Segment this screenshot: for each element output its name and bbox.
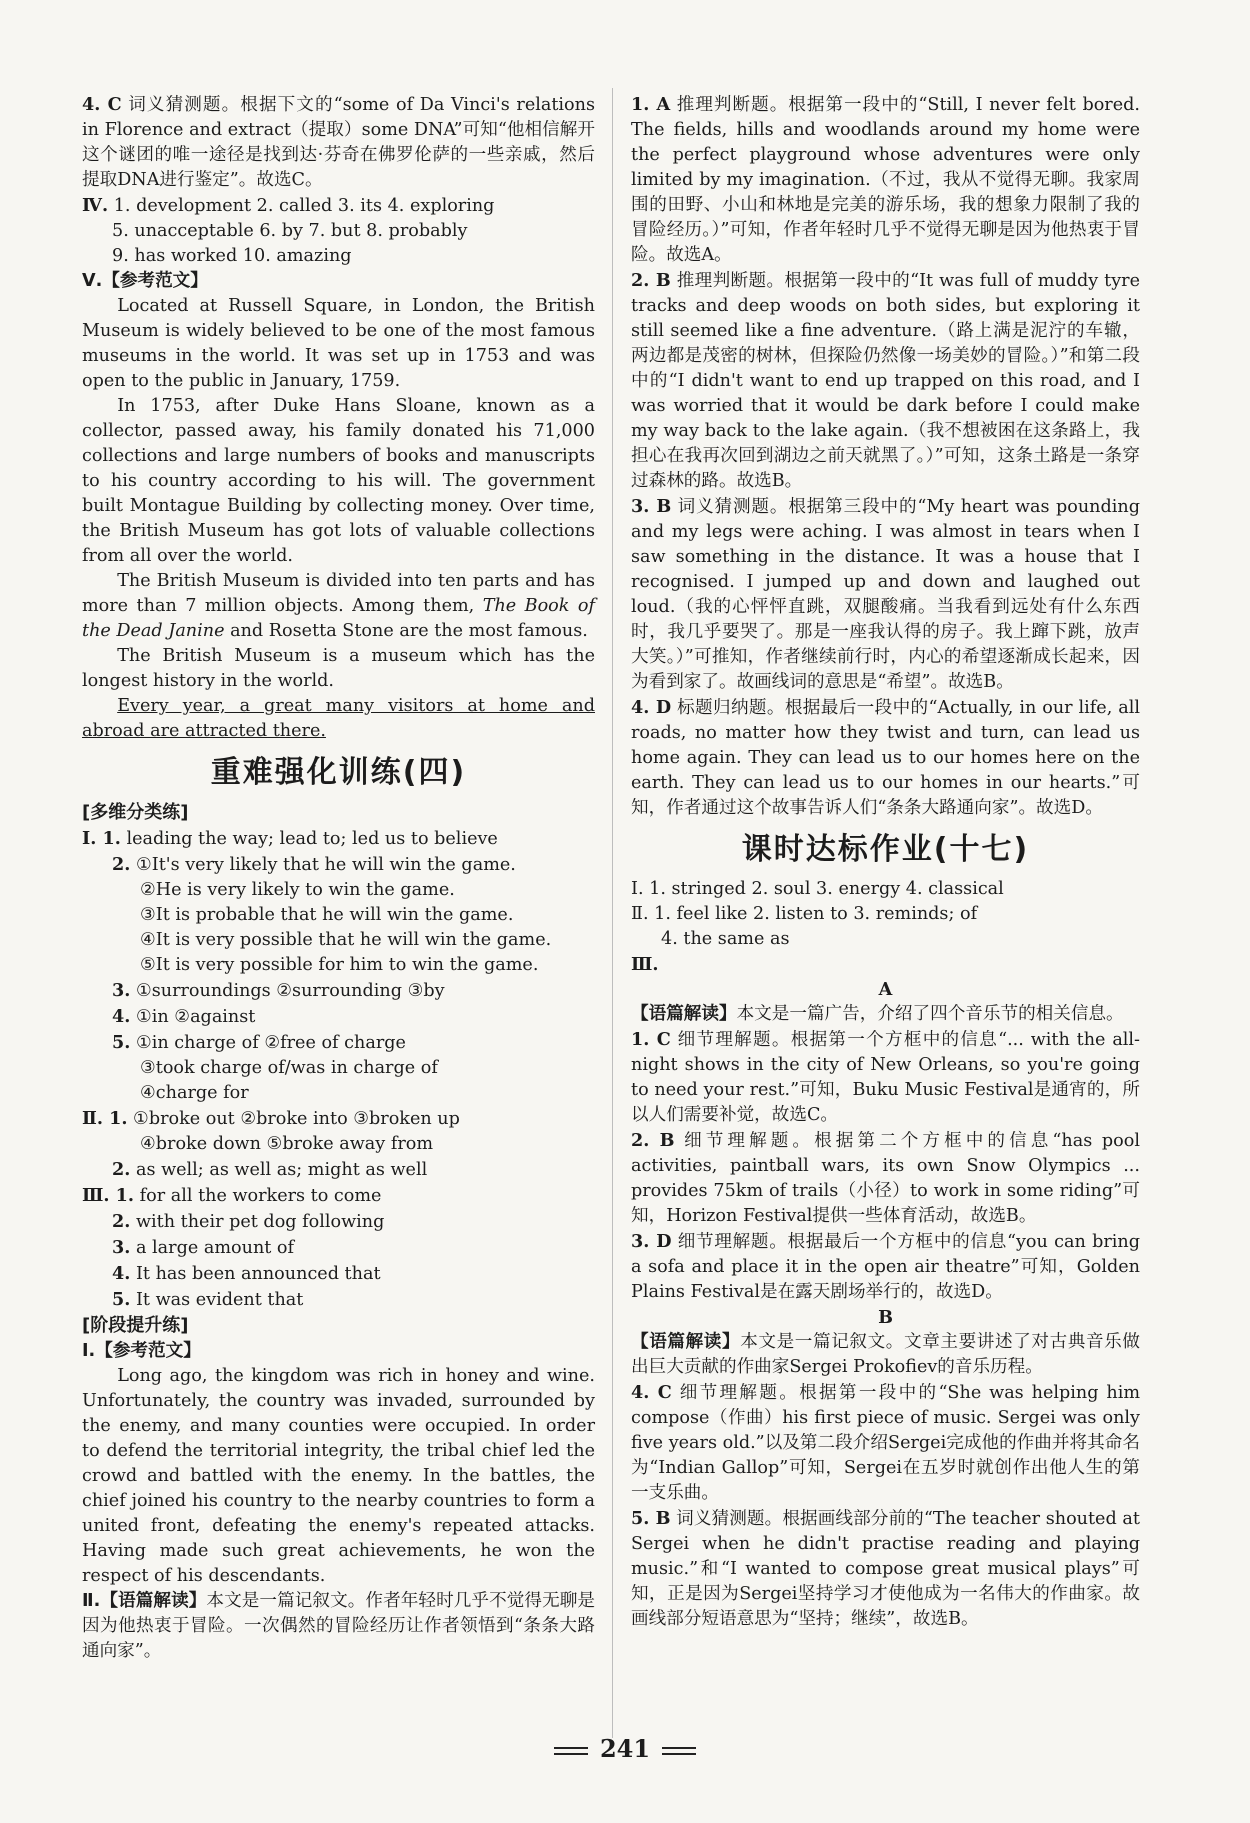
answer-text: 标题归纳题。根据最后一段中的“Actually, in our life, all roads, no matter how they twist and turn, can lead us home again. They can lead us to our homes here on the earth. They can lead us to our homes in our hearts.”可知，作者通过这个故事告诉人们“条条大路通向家”。故选D。 [631, 698, 1141, 818]
answer-text: 推理判断题。根据第一段中的“It was full of muddy tyre tracks and deep woods on both sides, but exploring it still seemed like a fine adventure.（路上满是泥泞的车辙，两边都是茂密的树林，但探险仍然像一场美妙的冒险。）”和第二段中的“I didn't want to end up trapped on this road, and I was worried that it would be dark before I could make my way back to the lake again.（我不想被困在这条路上，我担心在我再次回到湖边之前天就黑了。）”可知，这条土路是一条穿过森林的路。故选B。 [631, 271, 1140, 491]
answer-number: 2. B [631, 270, 671, 291]
column-divider [612, 88, 613, 1738]
answer-line [82, 1183, 595, 1209]
section-iv-line3: 9. has worked 10. amazing [112, 246, 352, 266]
answer-2 [631, 268, 1140, 494]
essay-paragraph: Long ago, the kingdom was rich in honey and wine. Unfortunately, the country was invaded, surrounded by the enemy, and many counties were occupied. In order to defend the territorial integrity, the tribal chief led the crowd and battled with the enemy. In the battles, the chief joined his country to the nearby countries to form a united front, defeating the enemy's repeated attacks. Having made such great achievements, he won the respect of his descendants. [82, 1366, 595, 1586]
section-title: 重难强化训练(四) [210, 755, 467, 790]
answer-line [82, 1209, 595, 1235]
answer-number: 5. B [631, 1508, 671, 1529]
answer-3 [631, 1229, 1140, 1305]
essay-paragraph: Located at Russell Square, in London, the British Museum is widely believed to be one of the most famous museums in the world. It was set up in 1753 and was open to the public in January, 1759. [82, 296, 595, 391]
footer-rule-right [662, 1747, 696, 1755]
answer-line: Ⅰ. 1. stringed 2. soul 3. energy 4. classical [631, 879, 1004, 899]
subsection-heading: [阶段提升练] [82, 1315, 189, 1336]
answer-line: ⑤It is very possible for him to win the game. [140, 955, 539, 975]
answer-text: ①broke out ②broke into ③broken up [133, 1109, 460, 1129]
essay-paragraph: In 1753, after Duke Hans Sloane, known as a collector, passed away, his family donated his 71,000 collections and large numbers of books and manuscripts to his country according to his will. The government built Montague Building by collecting money. Over time, the British Museum has got lots of valuable collections from all over the world. [82, 396, 595, 566]
section-label: 【语篇解读】 [631, 1004, 737, 1024]
answer-text: a large amount of [135, 1238, 295, 1258]
answer-number: 3. [112, 980, 131, 1001]
answer-number: 5. [112, 1032, 131, 1053]
answer-5 [631, 1506, 1140, 1632]
answer-text: 词义猜测题。根据画线部分前的“The teacher shouted at Sergei when he didn't practise reading and playing music.”和“I wanted to compose great musical plays”可知，正是因为Sergei坚持学习才使他成为一名伟大的作曲家。故画线部分短语意思为“坚持；继续”，故选B。 [631, 1509, 1140, 1629]
answer-line [82, 826, 595, 852]
answer-line: ④It is very possible that he will win the game. [140, 930, 552, 950]
essay-paragraph [82, 694, 595, 744]
answer-text: 推理判断题。根据第一段中的“Still, I never felt bored. The fields, hills and woodlands around my home were the perfect playground whose adventures were only limited by my imagination.（不过，我从不觉得无聊。我家周围的田野、小山和林地是完美的游乐场，我的想象力限制了我的冒险经历。）”可知，作者年轻时几乎不觉得无聊是因为他热衷于冒险。故选A。 [631, 95, 1140, 265]
answer-line [82, 1004, 595, 1030]
answer-number: 3. D [631, 1231, 672, 1252]
answer-number: 2. [112, 854, 131, 875]
section-label: 【语篇解读】 [631, 1332, 741, 1352]
answer-line [82, 1235, 595, 1261]
answer-text: It has been announced that [135, 1264, 381, 1284]
answer-line: ③took charge of/was in charge of [140, 1058, 438, 1078]
answer-number: Ⅱ. 1. [82, 1108, 128, 1129]
answer-line: 4. the same as [661, 929, 790, 949]
answer-line [82, 1030, 595, 1056]
essay-paragraph: The British Museum is a museum which has the longest history in the world. [82, 646, 595, 691]
answer-text: 词义猜测题。根据第三段中的“My heart was pounding and my legs were aching. I was almost in tears when I saw something in the distance. It was a house that I recognised. I jumped up and down and laughed out loud.（我的心怦怦直跳，双腿酸痛。当我看到远处有什么东西时，我几乎要哭了。那是一座我认得的房子。我上蹿下跳，放声大笑。）”可推知，作者继续前行时，内心的希望逐渐成长起来，因为看到家了。故画线词的意思是“希望”。故选B。 [631, 497, 1140, 692]
essay-italic-title: The Book of the Dead Janine [82, 596, 595, 641]
answer-text: 细节理解题。根据最后一个方框中的信息“you can bring a sofa and place it in the open air theatre”可知，Golden Plains Festival是在露天剧场举行的，故选D。 [631, 1232, 1140, 1302]
answer-text: leading the way; lead to; led us to believe [126, 829, 498, 849]
answer-text: ①surroundings ②surrounding ③by [135, 981, 445, 1001]
essay-paragraph [82, 569, 595, 644]
answer-line: ④charge for [140, 1083, 249, 1103]
essay-text: and Rosetta Stone are the most famous. [224, 621, 588, 641]
answer-text: 细节理解题。根据第一个方框中的信息“... with the all-night shows in the city of New Orleans, so you're going to need your rest.”可知，Buku Music Festival是通宵的，所以人们需要补觉，故选C。 [631, 1030, 1141, 1125]
answer-text: 细节理解题。根据第二个方框中的信息“has pool activities, paintball wars, its own Snow Olympics ... provides 75km of trails（小径）to work in some riding”可知，Horizon Festival提供一些体育活动，故选B。 [631, 1131, 1140, 1226]
essay-underlined-sentence: Every year, a great many visitors at home and abroad are attracted there. [82, 696, 595, 741]
left-column [82, 92, 595, 1664]
answer-text: 细节理解题。根据第一段中的“She was helping him compose（作曲）his first piece of music. Sergei was only five years old.”以及第二段介绍Sergei完成他的作曲并将其命名为“Indian Gallop”可知，Sergei在五岁时就创作出他人生的第一支乐曲。 [631, 1383, 1141, 1503]
reading-analysis [82, 1589, 595, 1664]
answer-text: with their pet dog following [135, 1212, 385, 1232]
answer-number: 4. C [631, 1382, 672, 1403]
reading-analysis [631, 1330, 1140, 1380]
answer-line [82, 978, 595, 1004]
answer-text: for all the workers to come [139, 1186, 382, 1206]
section-iv-line1 [82, 193, 595, 219]
answer-1 [631, 92, 1140, 268]
answer-number: Ⅰ. 1. [82, 828, 121, 849]
page-number: 241 [599, 1734, 651, 1763]
answer-line [82, 1261, 595, 1287]
answer-number: 4. [112, 1006, 131, 1027]
answer-1 [631, 1027, 1140, 1128]
answer-line: ③It is probable that he will win the game. [140, 905, 514, 925]
answer-number: 4. [112, 1263, 131, 1284]
section-label: Ⅲ. [631, 954, 659, 975]
answer-number: 4. D [631, 697, 672, 718]
passage-letter: A [878, 979, 893, 1000]
answer-text: It was evident that [135, 1290, 304, 1310]
answer-number: 1. C [631, 1029, 671, 1050]
footer-rule-left [554, 1747, 588, 1755]
subsection-heading: [多维分类练] [82, 802, 189, 823]
answer-text: ①It's very likely that he will win the game. [135, 855, 516, 875]
answer-2 [631, 1128, 1140, 1229]
section-v-label: Ⅴ.【参考范文】 [82, 271, 208, 291]
reading-analysis [631, 1002, 1140, 1027]
answer-number: 3. B [631, 496, 672, 517]
answer-number: 2. [112, 1159, 131, 1180]
page-footer [0, 1734, 1250, 1763]
answer-line: ④broke down ⑤broke away from [140, 1134, 434, 1154]
answer-line [82, 1287, 595, 1313]
answer-line: ②He is very likely to win the game. [140, 880, 455, 900]
section-iv-line2: 5. unacceptable 6. by 7. but 8. probably [112, 221, 468, 241]
answer-text: as well; as well as; might as well [135, 1160, 428, 1180]
answer-text: 本文是一篇广告，介绍了四个音乐节的相关信息。 [736, 1004, 1124, 1024]
answer-4 [82, 92, 595, 193]
answer-text: ①in charge of ②free of charge [135, 1033, 406, 1053]
answer-text: 本文是一篇记叙文。文章主要讲述了对古典音乐做出巨大贡献的作曲家Sergei Prokofiev的音乐历程。 [631, 1332, 1140, 1377]
answer-number: 2. [112, 1211, 131, 1232]
answer-text: 词义猜测题。根据下文的“some of Da Vinci's relations in Florence and extract（提取）some DNA”可知“他相信解开这个谜团的唯一途径是找到达·芬奇在佛罗伦萨的一些亲戚，然后提取DNA进行鉴定”。故选C。 [82, 95, 595, 190]
answer-text: 本文是一篇记叙文。作者年轻时几乎不觉得无聊是因为他热衷于冒险。一次偶然的冒险经历让作者领悟到“条条大路通向家”。 [82, 1591, 595, 1661]
section-label: Ⅱ.【语篇解读】 [82, 1591, 207, 1611]
answer-text: 1. development 2. called 3. its 4. exploring [113, 196, 495, 216]
answer-number: 5. [112, 1289, 131, 1310]
answer-number: 1. A [631, 94, 671, 115]
answer-text: ①in ②against [135, 1007, 256, 1027]
section-title: 课时达标作业(十七) [741, 832, 1030, 867]
answer-line: Ⅱ. 1. feel like 2. listen to 3. reminds; of [631, 904, 978, 924]
answer-4 [631, 695, 1140, 821]
essay-text: The British Museum is divided into ten parts and has more than 7 million objects. Among them, [82, 571, 595, 616]
section-label: Ⅰ.【参考范文】 [82, 1341, 201, 1361]
answer-number: 4. C [82, 94, 122, 115]
passage-letter: B [878, 1307, 893, 1328]
answer-line [82, 852, 595, 878]
section-label: Ⅳ. [82, 195, 109, 216]
answer-line [82, 1157, 595, 1183]
answer-3 [631, 494, 1140, 695]
right-column [631, 92, 1140, 1632]
answer-4 [631, 1380, 1140, 1506]
answer-number: 3. [112, 1237, 131, 1258]
answer-number: 2. B [631, 1130, 675, 1151]
answer-number: Ⅲ. 1. [82, 1185, 135, 1206]
answer-line [82, 1106, 595, 1132]
